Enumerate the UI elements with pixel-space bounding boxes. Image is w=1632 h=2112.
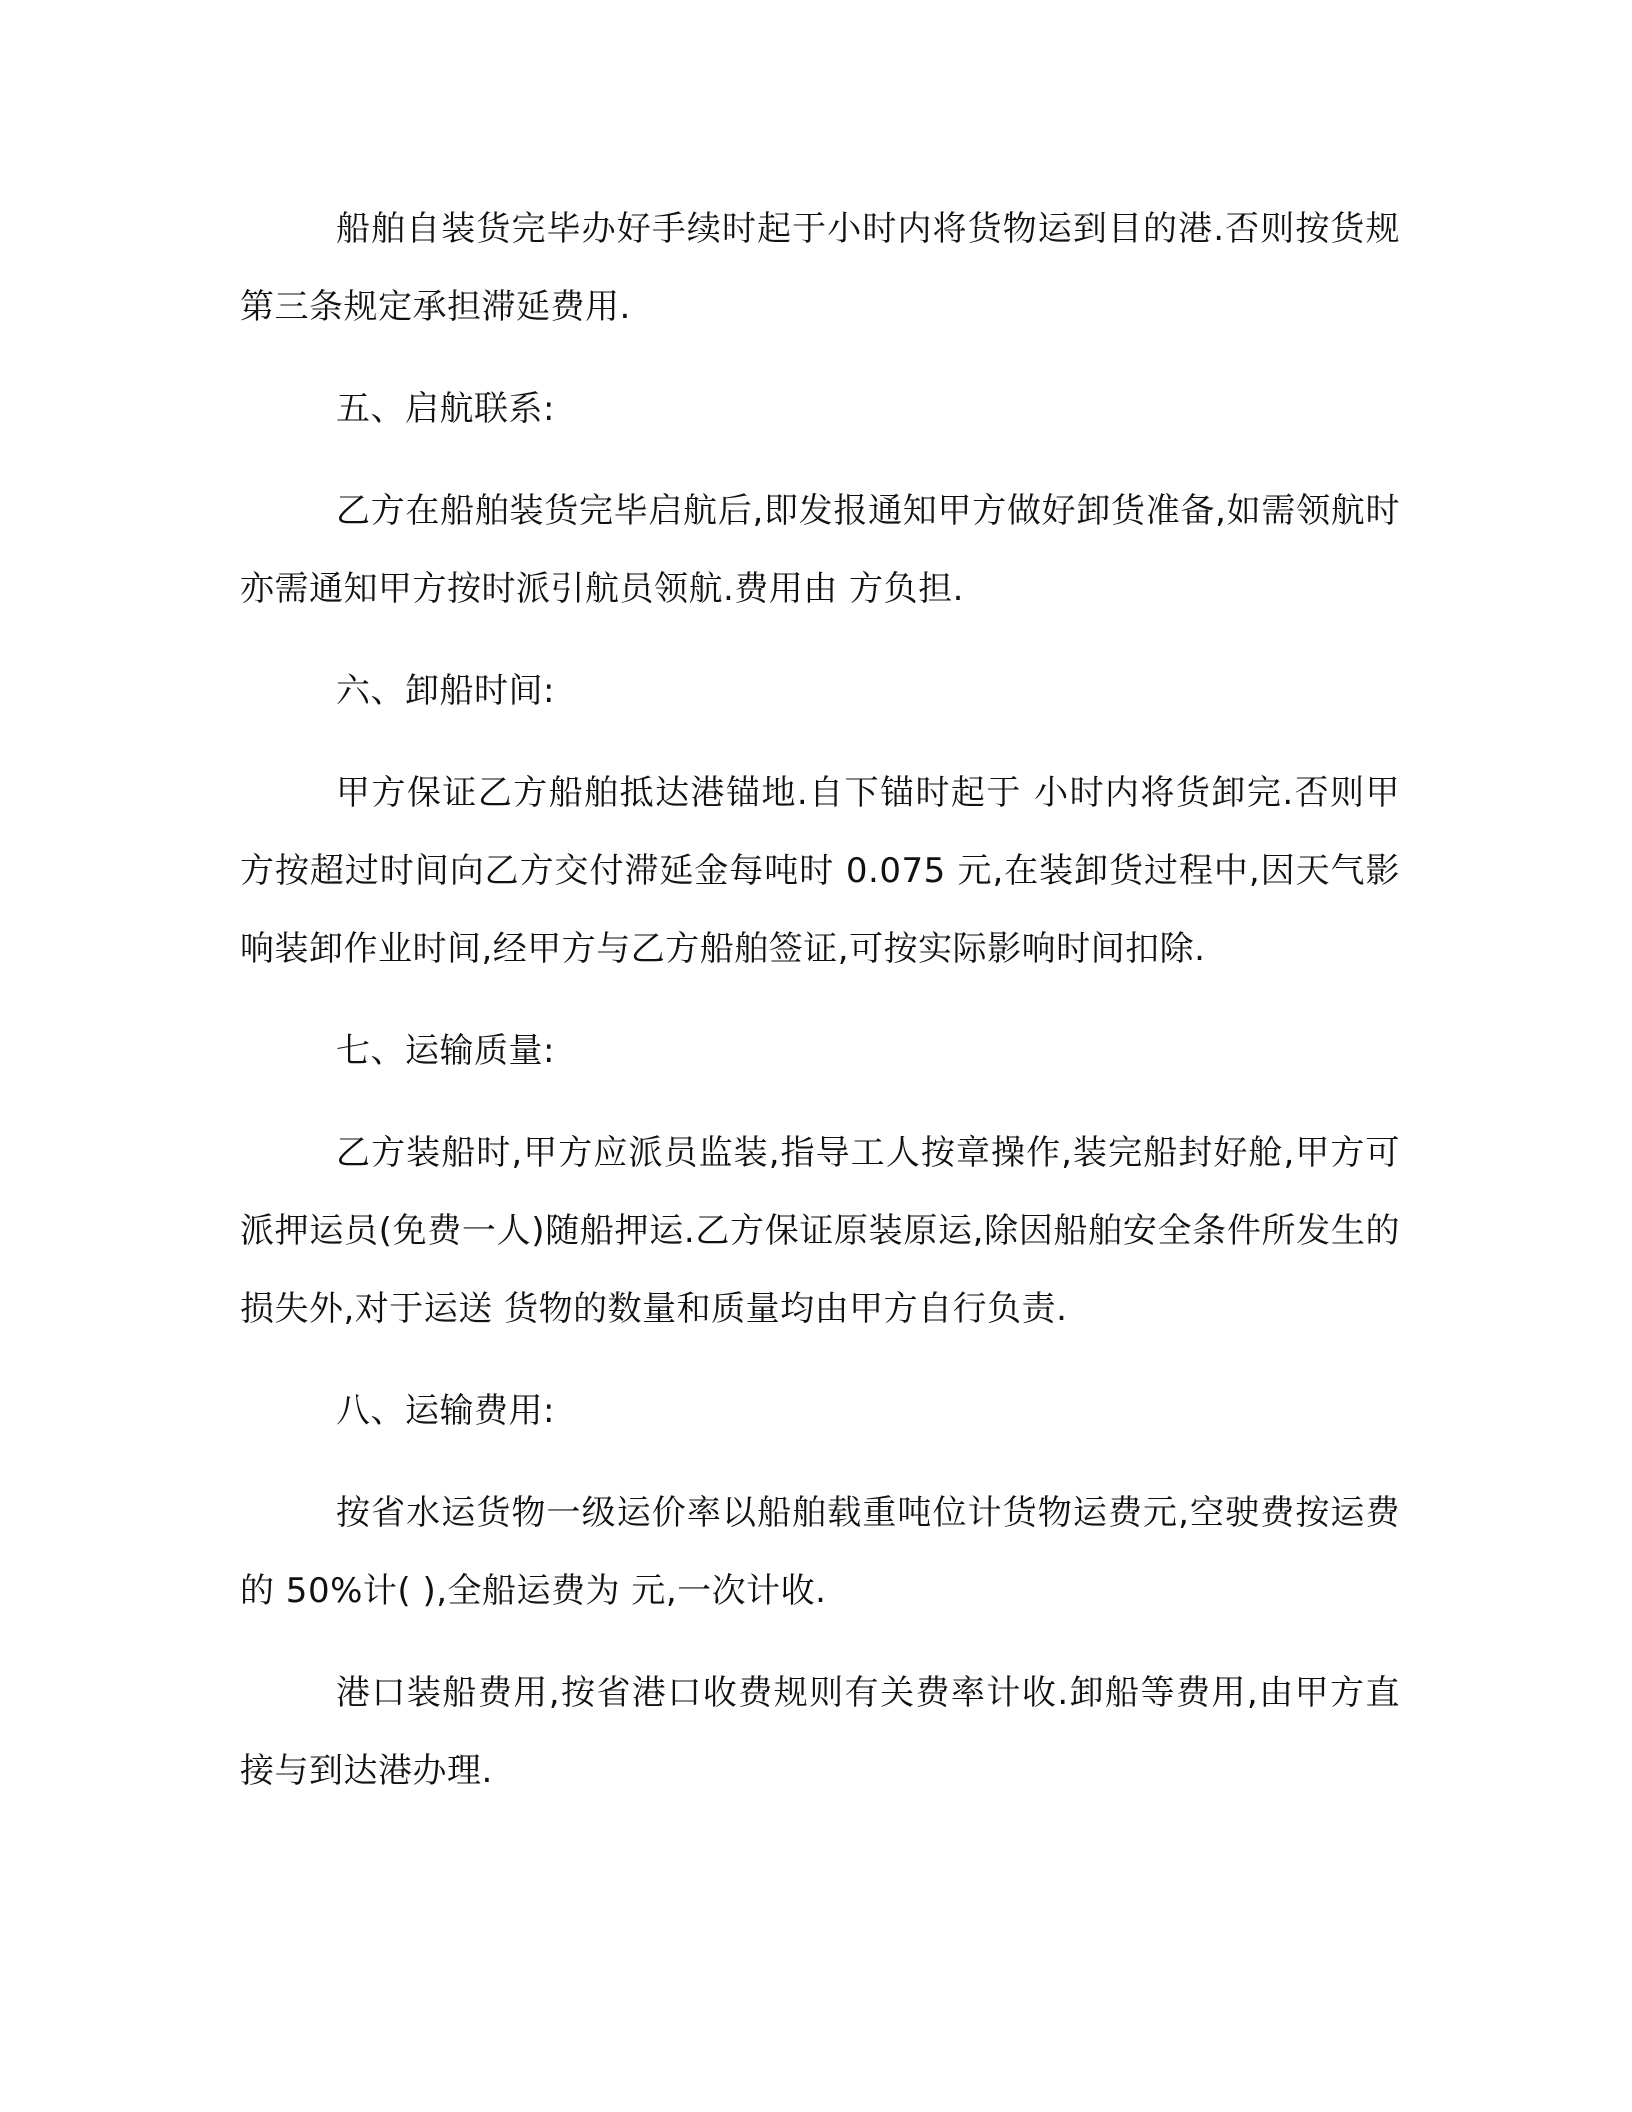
- section-heading-departure-contact: 五、启航联系:: [336, 389, 555, 429]
- document-page: [240, 190, 1400, 1810]
- paragraph-arrival-time: 船舶自装货完毕办好手续时起于小时内将货物运到目的港.否则按货规第三条规定承担滞延费用.: [240, 209, 1400, 327]
- paragraph-loading-supervision: 乙方装船时,甲方应派员监装,指导工人按章操作,装完船封好舱,甲方可派押运员(免费一人)随船押运.乙方保证原装原运,除因船舶安全条件所发生的损失外,对于运送 货物的数量和质量均由甲方自行负责.: [240, 1133, 1400, 1329]
- paragraph-freight-rate: 按省水运货物一级运价率以船舶载重吨位计货物运费元,空驶费按运费的 50%计( ),全船运费为 元,一次计收.: [240, 1493, 1400, 1611]
- section-heading-transport-fees: 八、运输费用:: [336, 1391, 555, 1431]
- section-heading-unloading-time: 六、卸船时间:: [336, 671, 555, 711]
- section-heading-transport-quality: 七、运输质量:: [336, 1031, 555, 1071]
- paragraph-unloading-terms: 甲方保证乙方船舶抵达港锚地.自下锚时起于 小时内将货卸完.否则甲方按超过时间向乙方交付滞延金每吨时 0.075 元,在装卸货过程中,因天气影响装卸作业时间,经甲方与乙方船舶签证,可按实际影响时间扣除.: [240, 773, 1400, 969]
- paragraph-departure-notice: 乙方在船舶装货完毕启航后,即发报通知甲方做好卸货准备,如需领航时亦需通知甲方按时派引航员领航.费用由 方负担.: [240, 491, 1400, 609]
- paragraph-port-fees: 港口装船费用,按省港口收费规则有关费率计收.卸船等费用,由甲方直接与到达港办理.: [240, 1673, 1400, 1791]
